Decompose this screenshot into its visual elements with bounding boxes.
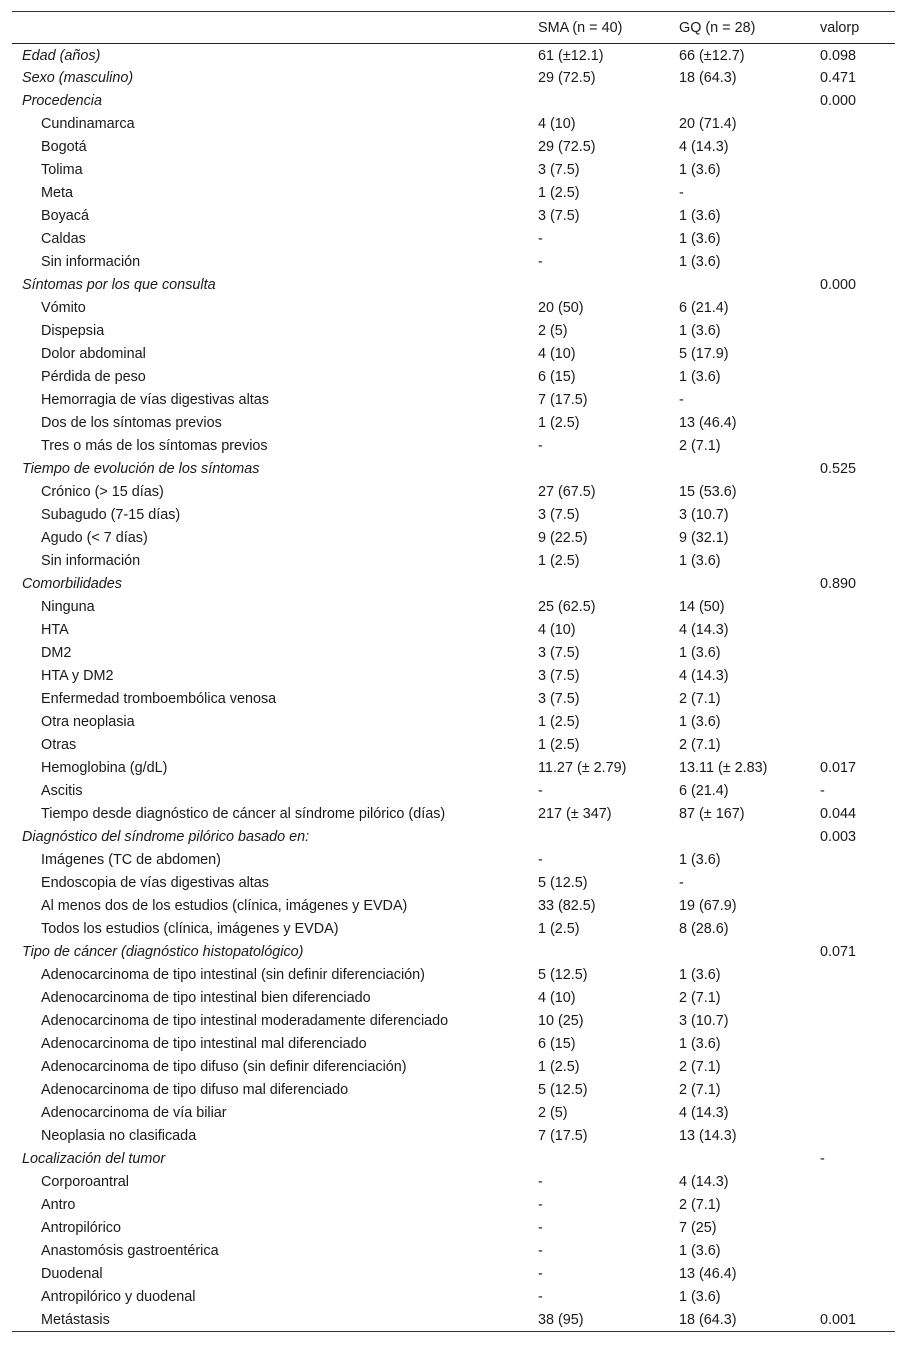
table-row <box>12 1010 895 1033</box>
section-row <box>12 941 895 964</box>
table-row <box>12 757 895 780</box>
section-row <box>12 1148 895 1171</box>
table-row <box>12 1056 895 1079</box>
gq-value: 2 (7.1) <box>679 1197 721 1213</box>
sma-value <box>538 826 679 849</box>
sma-value: 1 (2.5) <box>538 714 580 730</box>
sma-value <box>538 458 679 481</box>
sma-value: - <box>538 1220 543 1236</box>
p-value <box>820 872 895 895</box>
table-row <box>12 872 895 895</box>
gq-value: 4 (14.3) <box>679 1105 729 1121</box>
row-label: Síntomas por los que consulta <box>22 277 216 293</box>
gq-value: 66 (±12.7) <box>679 48 745 65</box>
table-row <box>12 665 895 688</box>
row-label: Adenocarcinoma de tipo intestinal moderadamente diferenciado <box>41 1013 449 1029</box>
row-label: Antro <box>41 1197 76 1213</box>
gq-value: 1 (3.6) <box>679 1036 721 1052</box>
table-row <box>12 113 895 136</box>
sma-value: 3 (7.5) <box>538 691 580 707</box>
gq-value: 18 (64.3) <box>679 1311 737 1328</box>
sma-value <box>538 1148 679 1171</box>
gq-value: 4 (14.3) <box>679 1174 729 1190</box>
sma-value: 1 (2.5) <box>538 921 580 937</box>
p-value: 0.017 <box>820 760 857 776</box>
p-value <box>820 343 895 366</box>
gq-value: - <box>679 875 684 891</box>
p-value: 0.000 <box>820 93 857 109</box>
sma-value: - <box>538 852 543 868</box>
p-value <box>820 734 895 757</box>
gq-value: 1 (3.6) <box>679 162 721 178</box>
data-table <box>12 11 895 1332</box>
p-value: 0.003 <box>820 829 857 845</box>
p-value <box>820 918 895 941</box>
row-label: Antropilórico y duodenal <box>41 1289 196 1305</box>
gq-value: - <box>679 392 684 408</box>
p-value: 0.071 <box>820 944 857 960</box>
gq-value: 4 (14.3) <box>679 139 729 155</box>
table-row <box>12 1263 895 1286</box>
row-label: Neoplasia no clasificada <box>41 1128 197 1144</box>
p-value <box>820 1079 895 1102</box>
row-label: Otras <box>41 737 77 753</box>
p-value <box>820 596 895 619</box>
p-value <box>820 527 895 550</box>
row-label: Sexo (masculino) <box>22 70 134 86</box>
row-label: Tiempo desde diagnóstico de cáncer al síndrome pilórico (días) <box>41 806 446 822</box>
row-label: Meta <box>41 185 73 201</box>
p-value <box>820 159 895 182</box>
row-label: Dolor abdominal <box>41 346 146 362</box>
row-label: Edad (años) <box>22 48 101 65</box>
row-label: Subagudo (7-15 días) <box>41 507 181 523</box>
p-value <box>820 297 895 320</box>
sma-value: 1 (2.5) <box>538 553 580 569</box>
gq-value: 19 (67.9) <box>679 898 737 914</box>
p-value: 0.044 <box>820 806 857 822</box>
table-row <box>12 389 895 412</box>
gq-value: 2 (7.1) <box>679 1082 721 1098</box>
p-value <box>820 412 895 435</box>
gq-value: 4 (14.3) <box>679 668 729 684</box>
gq-value: 1 (3.6) <box>679 714 721 730</box>
sma-value: 61 (±12.1) <box>538 48 604 65</box>
table-row <box>12 734 895 757</box>
table-row <box>12 1194 895 1217</box>
gq-value <box>679 1148 820 1171</box>
table-row <box>12 481 895 504</box>
p-value <box>820 619 895 642</box>
row-label: Todos los estudios (clínica, imágenes y EVDA) <box>41 921 339 937</box>
p-value <box>820 688 895 711</box>
sma-value: 217 (± 347) <box>538 806 612 822</box>
table-row <box>12 1171 895 1194</box>
sma-value: 3 (7.5) <box>538 208 580 224</box>
gq-value: 2 (7.1) <box>679 990 721 1006</box>
p-value: 0.890 <box>820 576 857 592</box>
row-label: Crónico (> 15 días) <box>41 484 164 500</box>
gq-value: 3 (10.7) <box>679 1013 729 1029</box>
table-body <box>12 44 895 1332</box>
gq-value: 1 (3.6) <box>679 323 721 339</box>
section-row <box>12 458 895 481</box>
gq-value: 13 (14.3) <box>679 1128 737 1144</box>
section-row <box>12 67 895 90</box>
table-row <box>12 297 895 320</box>
table-row <box>12 918 895 941</box>
row-label: Diagnóstico del síndrome pilórico basado en: <box>22 829 310 845</box>
sma-value: 6 (15) <box>538 1036 576 1052</box>
p-value <box>820 1010 895 1033</box>
gq-value: 2 (7.1) <box>679 691 721 707</box>
sma-value: 1 (2.5) <box>538 185 580 201</box>
gq-value: 14 (50) <box>679 599 725 615</box>
sma-value: 29 (72.5) <box>538 70 596 86</box>
sma-value: 29 (72.5) <box>538 139 596 155</box>
gq-value: 1 (3.6) <box>679 369 721 385</box>
sma-value <box>538 274 679 297</box>
gq-value: 1 (3.6) <box>679 208 721 224</box>
row-label: Adenocarcinoma de tipo difuso mal diferenciado <box>41 1082 349 1098</box>
row-label: Pérdida de peso <box>41 369 146 385</box>
sma-value: 7 (17.5) <box>538 1128 588 1144</box>
row-label: Adenocarcinoma de tipo difuso (sin definir diferenciación) <box>41 1059 407 1075</box>
p-value <box>820 389 895 412</box>
p-value <box>820 205 895 228</box>
gq-value: 1 (3.6) <box>679 1289 721 1305</box>
p-value <box>820 711 895 734</box>
sma-value: 2 (5) <box>538 1105 568 1121</box>
row-label: Dos de los síntomas previos <box>41 415 222 431</box>
gq-value: 2 (7.1) <box>679 1059 721 1075</box>
sma-value: - <box>538 1174 543 1190</box>
row-label: Tipo de cáncer (diagnóstico histopatológico) <box>22 944 304 960</box>
row-label: Otra neoplasia <box>41 714 135 730</box>
gq-value: 20 (71.4) <box>679 116 737 132</box>
section-row <box>12 44 895 67</box>
p-value: - <box>820 1151 825 1167</box>
p-value <box>820 1033 895 1056</box>
row-label: Adenocarcinoma de tipo intestinal mal diferenciado <box>41 1036 367 1052</box>
table-row <box>12 688 895 711</box>
p-value <box>820 1102 895 1125</box>
gq-value: 8 (28.6) <box>679 921 729 937</box>
p-value <box>820 1217 895 1240</box>
gq-value: 9 (32.1) <box>679 530 729 546</box>
table-row <box>12 1033 895 1056</box>
p-value <box>820 987 895 1010</box>
gq-value: 1 (3.6) <box>679 231 721 247</box>
table-row <box>12 711 895 734</box>
table-row <box>12 412 895 435</box>
table-row <box>12 366 895 389</box>
row-label: Hemorragia de vías digestivas altas <box>41 392 269 408</box>
sma-value: 3 (7.5) <box>538 668 580 684</box>
table-row <box>12 1217 895 1240</box>
gq-value <box>679 573 820 596</box>
gq-value: 6 (21.4) <box>679 783 729 799</box>
table-row <box>12 435 895 458</box>
gq-value <box>679 941 820 964</box>
gq-value: 2 (7.1) <box>679 737 721 753</box>
table-row <box>12 251 895 274</box>
header-p-value: valorp <box>820 19 860 36</box>
row-label: Agudo (< 7 días) <box>41 530 148 546</box>
row-label: Boyacá <box>41 208 89 224</box>
header-label <box>12 12 538 44</box>
gq-value: 18 (64.3) <box>679 70 737 86</box>
sma-value <box>538 573 679 596</box>
table-row <box>12 619 895 642</box>
sma-value: 1 (2.5) <box>538 415 580 431</box>
sma-value: 4 (10) <box>538 116 576 132</box>
sma-value <box>538 941 679 964</box>
p-value <box>820 320 895 343</box>
gq-value <box>679 274 820 297</box>
gq-value <box>679 458 820 481</box>
table-row <box>12 1309 895 1332</box>
row-label: Tiempo de evolución de los síntomas <box>22 461 260 477</box>
row-label: Ninguna <box>41 599 95 615</box>
sma-value: 5 (12.5) <box>538 875 588 891</box>
p-value: - <box>820 783 825 799</box>
p-value <box>820 228 895 251</box>
p-value <box>820 665 895 688</box>
gq-value: 4 (14.3) <box>679 622 729 638</box>
gq-value: 1 (3.6) <box>679 852 721 868</box>
table-row <box>12 136 895 159</box>
sma-value <box>538 90 679 113</box>
row-label: Cundinamarca <box>41 116 135 132</box>
row-label: Sin información <box>41 553 141 569</box>
row-label: Bogotá <box>41 139 87 155</box>
row-label: Enfermedad tromboembólica venosa <box>41 691 277 707</box>
gq-value: 6 (21.4) <box>679 300 729 316</box>
sma-value: 1 (2.5) <box>538 737 580 753</box>
row-label: Adenocarcinoma de tipo intestinal (sin definir diferenciación) <box>41 967 425 983</box>
table-row <box>12 803 895 826</box>
p-value <box>820 481 895 504</box>
sma-value: 38 (95) <box>538 1311 584 1328</box>
table-header <box>12 12 895 44</box>
section-row <box>12 573 895 596</box>
gq-value <box>679 90 820 113</box>
table-container <box>12 11 895 1332</box>
header-row <box>12 12 895 44</box>
p-value: 0.471 <box>820 70 857 86</box>
p-value <box>820 964 895 987</box>
header-sma: SMA (n = 40) <box>538 19 623 36</box>
sma-value: 10 (25) <box>538 1013 584 1029</box>
p-value <box>820 1263 895 1286</box>
table-row <box>12 527 895 550</box>
sma-value: 33 (82.5) <box>538 898 596 914</box>
sma-value: 5 (12.5) <box>538 1082 588 1098</box>
row-label: Imágenes (TC de abdomen) <box>41 852 221 868</box>
table-row <box>12 1125 895 1148</box>
gq-value: 2 (7.1) <box>679 438 721 454</box>
table-row <box>12 320 895 343</box>
table-row <box>12 159 895 182</box>
row-label: Duodenal <box>41 1266 103 1282</box>
sma-value: - <box>538 1243 543 1259</box>
table-row <box>12 1286 895 1309</box>
gq-value <box>679 826 820 849</box>
p-value <box>820 504 895 527</box>
p-value <box>820 1194 895 1217</box>
p-value <box>820 113 895 136</box>
gq-value: 1 (3.6) <box>679 254 721 270</box>
row-label: Hemoglobina (g/dL) <box>41 760 168 776</box>
sma-value: 5 (12.5) <box>538 967 588 983</box>
gq-value: 15 (53.6) <box>679 484 737 500</box>
gq-value: 1 (3.6) <box>679 1243 721 1259</box>
row-label: Endoscopia de vías digestivas altas <box>41 875 269 891</box>
sma-value: - <box>538 231 543 247</box>
sma-value: - <box>538 1197 543 1213</box>
sma-value: 3 (7.5) <box>538 507 580 523</box>
sma-value: 27 (67.5) <box>538 484 596 500</box>
table-row <box>12 550 895 573</box>
row-label: Corporoantral <box>41 1174 129 1190</box>
table-row <box>12 596 895 619</box>
p-value: 0.098 <box>820 48 857 65</box>
row-label: Ascitis <box>41 783 83 799</box>
p-value <box>820 642 895 665</box>
p-value <box>820 136 895 159</box>
gq-value: 13 (46.4) <box>679 415 737 431</box>
row-label: Caldas <box>41 231 86 247</box>
header-gq: GQ (n = 28) <box>679 19 756 36</box>
p-value: 0.000 <box>820 277 857 293</box>
table-row <box>12 504 895 527</box>
row-label: Dispepsia <box>41 323 105 339</box>
sma-value: 3 (7.5) <box>538 645 580 661</box>
p-value <box>820 366 895 389</box>
table-row <box>12 895 895 918</box>
gq-value: 5 (17.9) <box>679 346 729 362</box>
table-row <box>12 343 895 366</box>
row-label: Vómito <box>41 300 86 316</box>
gq-value: 1 (3.6) <box>679 553 721 569</box>
table-row <box>12 642 895 665</box>
p-value <box>820 1286 895 1309</box>
gq-value: 7 (25) <box>679 1220 717 1236</box>
gq-value: 13 (46.4) <box>679 1266 737 1282</box>
table-row <box>12 1079 895 1102</box>
sma-value: 4 (10) <box>538 990 576 1006</box>
row-label: Adenocarcinoma de vía biliar <box>41 1105 227 1121</box>
gq-value: 87 (± 167) <box>679 806 745 822</box>
p-value <box>820 849 895 872</box>
row-label: Procedencia <box>22 93 102 109</box>
gq-value: 1 (3.6) <box>679 967 721 983</box>
gq-value: 13.11 (± 2.83) <box>679 760 768 776</box>
row-label: Anastomósis gastroentérica <box>41 1243 219 1259</box>
sma-value: 20 (50) <box>538 300 584 316</box>
table-row <box>12 1102 895 1125</box>
table-row <box>12 205 895 228</box>
p-value <box>820 1125 895 1148</box>
sma-value: 6 (15) <box>538 369 576 385</box>
row-label: Metástasis <box>41 1311 110 1328</box>
row-label: Antropilórico <box>41 1220 121 1236</box>
p-value <box>820 435 895 458</box>
p-value: 0.525 <box>820 461 857 477</box>
p-value <box>820 1056 895 1079</box>
sma-value: 9 (22.5) <box>538 530 588 546</box>
sma-value: 4 (10) <box>538 346 576 362</box>
sma-value: 11.27 (± 2.79) <box>538 760 627 776</box>
row-label: Tolima <box>41 162 83 178</box>
row-label: Comorbilidades <box>22 576 122 592</box>
gq-value: - <box>679 185 684 201</box>
p-value <box>820 1171 895 1194</box>
section-row <box>12 90 895 113</box>
p-value <box>820 251 895 274</box>
table-row <box>12 1240 895 1263</box>
sma-value: - <box>538 438 543 454</box>
row-label: Al menos dos de los estudios (clínica, imágenes y EVDA) <box>41 898 408 914</box>
sma-value: 7 (17.5) <box>538 392 588 408</box>
p-value: 0.001 <box>820 1311 857 1328</box>
table-row <box>12 182 895 205</box>
table-row <box>12 987 895 1010</box>
p-value <box>820 182 895 205</box>
section-row <box>12 826 895 849</box>
row-label: Adenocarcinoma de tipo intestinal bien diferenciado <box>41 990 371 1006</box>
table-row <box>12 228 895 251</box>
p-value <box>820 895 895 918</box>
table-row <box>12 849 895 872</box>
sma-value: - <box>538 783 543 799</box>
row-label: Tres o más de los síntomas previos <box>41 438 268 454</box>
row-label: Localización del tumor <box>22 1151 166 1167</box>
sma-value: 25 (62.5) <box>538 599 596 615</box>
row-label: DM2 <box>41 645 72 661</box>
sma-value: - <box>538 254 543 270</box>
row-label: HTA y DM2 <box>41 668 114 684</box>
sma-value: 2 (5) <box>538 323 568 339</box>
sma-value: - <box>538 1266 543 1282</box>
sma-value: 4 (10) <box>538 622 576 638</box>
row-label: Sin información <box>41 254 141 270</box>
sma-value: 3 (7.5) <box>538 162 580 178</box>
sma-value: 1 (2.5) <box>538 1059 580 1075</box>
p-value <box>820 1240 895 1263</box>
section-row <box>12 274 895 297</box>
gq-value: 3 (10.7) <box>679 507 729 523</box>
table-row <box>12 964 895 987</box>
row-label: HTA <box>41 622 69 638</box>
gq-value: 1 (3.6) <box>679 645 721 661</box>
sma-value: - <box>538 1289 543 1305</box>
table-row <box>12 780 895 803</box>
p-value <box>820 550 895 573</box>
